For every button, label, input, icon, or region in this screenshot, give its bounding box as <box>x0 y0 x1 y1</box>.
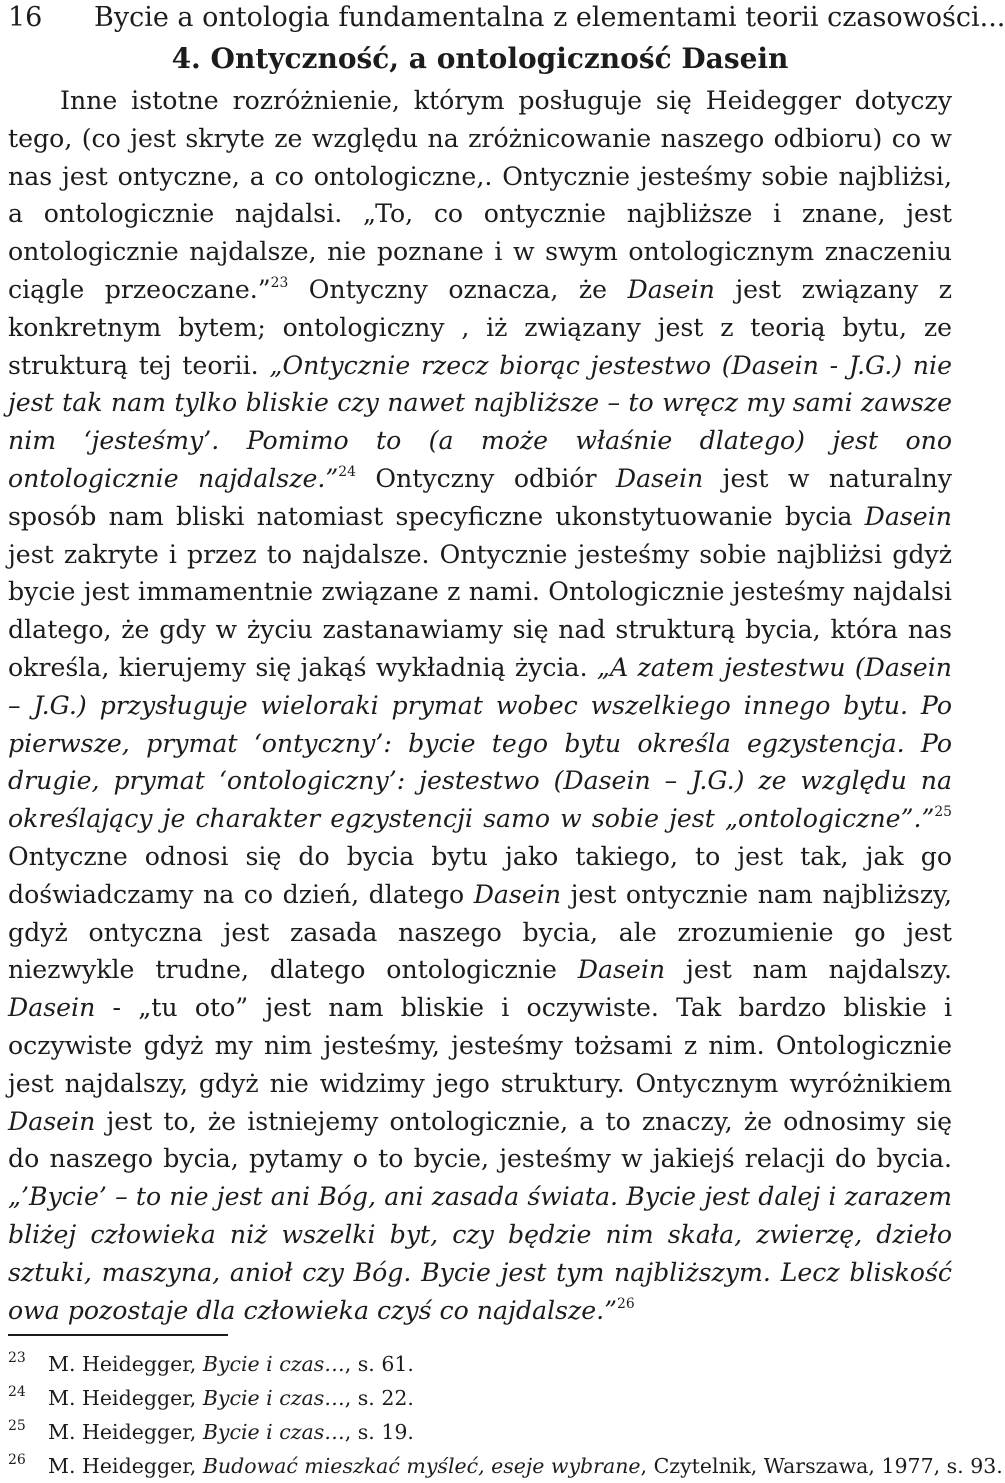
footnote-author: M. Heidegger, <box>48 1420 203 1444</box>
term-dasein: Dasein <box>473 879 562 909</box>
footnote-title: Bycie i czas… <box>202 1386 345 1410</box>
footnote-item <box>8 1415 952 1449</box>
quotation: „’Bycie’ – to nie jest ani Bóg, ani zasada świata. Bycie jest dalej i zarazem bliżej człowieka niż wszelki byt, czy będzie nim skała, zwierzę, dzieło sztuki, maszyna, anioł czy Bóg. Bycie jest tym najbliższym. Lecz bliskość owa pozostaje dla człowieka czyś co najdalsze.” <box>8 1182 952 1325</box>
footnote-text <box>48 1381 414 1415</box>
footnotes <box>8 1347 1003 1483</box>
quotation: „A zatem jestestwu (Dasein – J.G.) przysługuje wieloraki prymat wobec wszelkiego innego bytu. Po pierwsze, prymat ‘ontyczny’: bycie tego bytu określa egzystencja. Po drugie, prymat ‘ontologiczny’: jestestwo (Dasein – J.G.) ze względu na określający je charakter egzystencji samo w sobie jest „ontologiczne”.” <box>8 652 952 834</box>
footnote-text <box>48 1449 1003 1483</box>
footnote-title: Bycie i czas… <box>202 1352 345 1376</box>
term-dasein: Dasein <box>627 274 715 304</box>
footnote-item <box>8 1347 952 1381</box>
footnote-source: , Czytelnik, Warszawa, 1977, s. 93. <box>640 1454 1003 1478</box>
footnote-source: , s. 19. <box>344 1420 414 1444</box>
footnote-text <box>48 1415 414 1449</box>
text-run: jest związany z konkretnym bytem; ontologiczny , iż związany jest z teorią bytu, ze strukturą tej teorii. <box>8 274 952 380</box>
footnote-ref-24: 24 <box>338 463 356 480</box>
text-run: - „tu oto” jest nam bliskie i oczywiste. Tak bardzo bliskie i oczywiste gdyż my nim jesteśmy, jesteśmy tożsami z nim. Ontologicznie jest najdalszy, gdyż nie widzimy jego struktury. Ontycznym wyróżnikiem <box>8 993 952 1098</box>
term-dasein: Dasein <box>864 501 952 531</box>
footnote-author: M. Heidegger, <box>48 1352 203 1376</box>
quotation: „Ontycznie rzecz biorąc jestestwo (Dasein - J.G.) nie jest tak nam tylko bliskie czy nawet najbliższe – to wręcz my sami zawsze nim ‘jesteśmy’. Pomimo to (a może właśnie dlatego) jest ono ontologicznie najdalsze.” <box>8 350 952 493</box>
footnote-mark: 26 <box>8 1452 26 1468</box>
running-title: Bycie a ontologia fundamentalna z elementami teorii czasowości... <box>94 2 1005 33</box>
text-run: Ontyczny oznacza, że <box>288 274 628 304</box>
text-run: jest to, że istniejemy ontologicznie, a to znaczy, że odnosimy się do naszego bycia, pytamy o to bycie, jesteśmy w jakiejś relacji do bycia. <box>8 1106 952 1174</box>
footnote-mark: 25 <box>8 1418 26 1434</box>
footnote-text <box>48 1347 414 1381</box>
text-run: jest ontycznie nam najbliższy, gdyż ontyczna jest zasada naszego bycia, ale zrozumienie go jest niezwykle trudne, dlatego ontologicznie <box>8 879 952 985</box>
footnote-ref-26: 26 <box>617 1295 635 1312</box>
text-run: Ontyczny odbiór <box>355 463 616 493</box>
footnote-source: , s. 61. <box>344 1352 414 1376</box>
footnote-title: Bycie i czas… <box>202 1420 345 1444</box>
text-run: jest nam najdalszy. <box>665 955 952 985</box>
term-dasein: Dasein <box>615 463 704 493</box>
term-dasein: Dasein <box>8 1106 96 1136</box>
footnote-author: M. Heidegger, <box>48 1386 203 1410</box>
text-run: Inne istotne rozróżnienie, którym posługuje się Heidegger dotyczy tego, (co jest skryte ze względu na zróżnicowanie naszego odbioru) co w nas jest ontyczne, a co ontologiczne,. Ontycznie jesteśmy sobie najbliżsi, a ontologicznie najdalsi. „To, co ontycznie najbliższe i znane, jest ontologicznie najdalsze, nie poznane i w swym ontologicznym znaczeniu ciągle przeoczane.” <box>8 86 952 304</box>
footnote-item <box>8 1449 1003 1483</box>
footnote-mark: 23 <box>8 1350 26 1366</box>
footnote-item <box>8 1381 952 1415</box>
running-header <box>8 0 1005 44</box>
footnote-ref-23: 23 <box>270 274 289 291</box>
page-number: 16 <box>8 2 43 33</box>
footnote-author: M. Heidegger, <box>48 1454 203 1478</box>
text-run: jest zakryte i przez to najdalsze. Ontycznie jesteśmy sobie najbliżsi gdyż bycie jest immamentnie związane z nami. Ontologicznie jesteśmy najdalsi dlatego, że gdy w życiu zastanawiamy się nad strukturą bycia, która nas określa, kierujemy się jakąś wykładnią życia. <box>8 539 952 682</box>
footnote-divider <box>8 1334 228 1336</box>
footnote-title: Budować mieszkać myśleć, eseje wybrane <box>202 1454 641 1478</box>
section-title: 4. Ontyczność, a ontologiczność Dasein <box>171 42 789 75</box>
footnote-mark: 24 <box>8 1384 26 1400</box>
text-run: Ontyczne odnosi się do bycia bytu jako takiego, to jest tak, jak go doświadczamy na co dzień, dlatego <box>8 841 952 909</box>
body-paragraph <box>8 82 952 1329</box>
footnote-ref-25: 25 <box>934 804 952 821</box>
text-run: jest w naturalny sposób nam bliski natomiast specyficzne ukonstytuowanie bycia <box>8 463 952 531</box>
footnote-source: , s. 22. <box>344 1386 414 1410</box>
term-dasein: Dasein <box>8 993 96 1023</box>
term-dasein: Dasein <box>577 955 666 985</box>
